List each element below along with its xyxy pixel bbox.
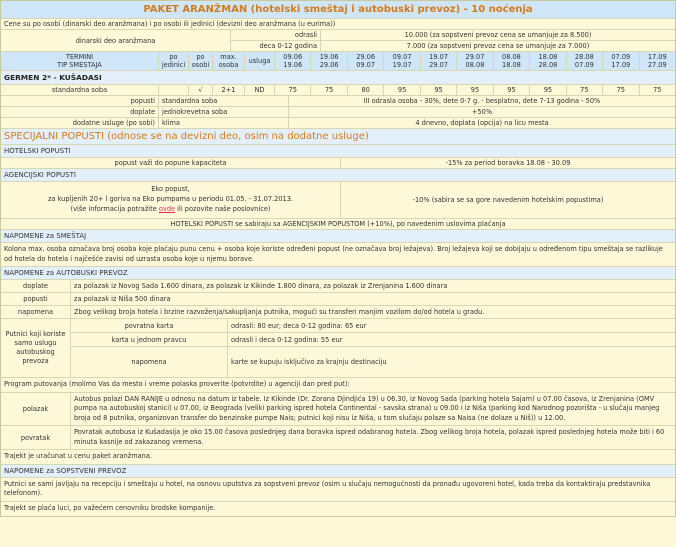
termin-column: [494, 52, 530, 70]
price-cell: 75: [653, 86, 662, 94]
max-osoba-label2: osoba: [218, 61, 239, 69]
dinarski-who: odrasli: [231, 30, 321, 40]
usluga-cell: ND: [245, 85, 275, 95]
termin-end: 07.09: [574, 61, 594, 69]
putnici-key: Putnici koji koriste samo uslugu autobuskog prevoza: [1, 319, 71, 377]
price-cell: 75: [311, 85, 347, 95]
povratak-key: povratak: [1, 426, 71, 449]
eko-popust-line1: Eko popust,: [151, 185, 190, 194]
dinarski-value: 7.000 (za sopstveni prevoz cena se umanjuje za 7.000): [406, 42, 590, 50]
dinarski-value: 10.000 (za sopstveni prevoz cena se umanjuje za 8.500): [404, 31, 592, 39]
intro-text: Cene su po osobi (dinarski deo aranžmana) i po osobi ili jedinici (devizni deo aranžmana (u eurima)): [4, 20, 336, 28]
po-osobi-check: √: [189, 85, 213, 95]
napomena-value: Zbog velikog broja hotela i brzine razvoženja/sakupljanja putnika, mogući su transferi manjim vozilom do/od hotela u gradu.: [74, 308, 485, 317]
termin-end: 29.07: [429, 61, 448, 69]
dinarski-label: dinarski deo aranžmana: [1, 30, 231, 51]
termin-end: 19.07: [392, 61, 412, 69]
termin-start: 07.09: [611, 53, 631, 61]
karta-note: karte se kupuju isključivo za krajnju destinaciju: [231, 358, 387, 367]
date-columns: [275, 52, 675, 70]
price-cell: 95: [530, 85, 566, 95]
eko-info-post: ili pozovite naše poslovnice): [175, 204, 271, 213]
karta-type: povratna karta: [71, 319, 228, 332]
termin-end: 09.07: [356, 61, 376, 69]
smestaj-heading: NAPOMENE za SMEŠTAJ: [4, 232, 87, 240]
eko-popust-text: [1, 182, 341, 218]
page-title: PAKET ARANŽMAN (hotelski smeštaj i autobuski prevoz) - 10 noćenja: [1, 1, 675, 19]
termin-start: 19.06: [319, 53, 339, 61]
termin-start: 09.07: [392, 53, 412, 61]
extras-key: popusti: [1, 96, 159, 106]
karta-price: odrasli i deca 0-12 godina: 55 eur: [231, 335, 343, 344]
po-jedinici-label: po: [169, 53, 178, 61]
hotel-price-row: [1, 85, 675, 96]
termin-column: [348, 52, 384, 70]
extras-value: +50%: [471, 108, 493, 116]
termin-column: [567, 52, 603, 70]
po-jedinici-cell: [159, 85, 189, 95]
termin-end: 29.06: [319, 61, 339, 69]
sopstveni-trajekt: Trajekt se plaća luci, po važećem cenovniku brodske kompanije.: [4, 504, 216, 513]
termin-end: 18.08: [502, 61, 521, 69]
smestaj-text: Kolona max. osoba označava broj osoba koje plaćaju punu cenu + osoba koje koriste određeni popust (ne označava broj ležajeva). Broj ležajeva koji se dobijaju u određenom tipu smeštaja se razlikuje od hotela do hotela i najčešće zavisi od uzrasta osoba koje u njemu borave.: [4, 245, 663, 263]
termin-column: [603, 52, 639, 70]
polazak-text: Autobus polazi DAN RANIJE u odnosu na datum iz tabele. Iz Kikinde (Dr. Zorana Djindjića 19) u 06.30, iz Novog Sada (parking hotela Sajam) u 07.00 časova, iz Zrenjanina (OMV pumpa na autobuskoj stanici) u 07.00, iz Beograda (veliki parking ispred hotela Continental - savska strana) u 09.00 i iz Niša (parking kod Narodnog pozorišta - u slučaju manjeg broja od 8 putnika, organizovan transfer do benzinske pumpe Nais; putnici koji nisu iz Niša, u tom slučaju polaze sa Naisa (ne dolaze u Niš)) u 12.00.: [74, 394, 660, 422]
termin-column: [421, 52, 457, 70]
putnici-block: [1, 319, 675, 378]
price-cell: 75: [603, 85, 639, 95]
usluga-label: usluga: [245, 52, 275, 70]
room-type: standardna soba: [1, 85, 159, 95]
tip-smestaja-label: TIP SMESTAJA: [57, 61, 102, 69]
agencijski-popust-value: -10% (sabira se sa gore navedenim hotelskim popustima): [412, 196, 604, 204]
termini-label: TERMINI: [65, 53, 94, 61]
hotel-name: GERMEN 2* - KUŠADASI: [4, 73, 102, 82]
price-cell: 95: [384, 85, 420, 95]
termin-end: 27.09: [647, 61, 667, 69]
price-cell: 75: [275, 85, 311, 95]
popusti-note: HOTELSKI POPUSTI se sabiraju sa AGENCIJSKIM POPUSTOM (+10%), po navedenim uslovima plaćanja: [170, 220, 506, 228]
doplate-key: doplate: [1, 280, 71, 292]
price-cell: 95: [494, 85, 530, 95]
napomena-key: napomena: [1, 306, 71, 318]
karta-type: karta u jednom pravcu: [71, 333, 228, 346]
termin-column: [457, 52, 493, 70]
ovde-link[interactable]: ovde: [158, 204, 176, 213]
polazak-key: polazak: [1, 393, 71, 426]
doplate-value: za polazak iz Novog Sada 1.600 dinara, za polazak iz Kikinde 1.800 dinara, za polazak iz Zrenjanina 1.600 dinara: [74, 282, 448, 291]
termin-start: 19.07: [429, 53, 448, 61]
hotelski-popust-condition: popust važi do popune kapaciteta: [1, 158, 341, 168]
dinarski-block: [1, 30, 675, 52]
termin-start: 17.09: [647, 53, 667, 61]
agencijski-popusti-heading: AGENCIJSKI POPUSTI: [4, 171, 76, 179]
termin-end: 28.08: [538, 61, 558, 69]
price-cell: 75: [567, 85, 603, 95]
termin-column: [530, 52, 566, 70]
po-osobi-label2: osobi: [191, 61, 210, 69]
max-osoba-label: max.: [220, 53, 237, 61]
sopstveni-heading: NAPOMENE za SOPSTVENI PREVOZ: [4, 466, 127, 475]
termin-end: 17.09: [611, 61, 631, 69]
karta-type: napomena: [71, 347, 228, 377]
karta-price: odrasli: 80 eur; deca 0-12 godina: 65 eur: [231, 321, 367, 330]
termin-column: [275, 52, 311, 70]
sopstveni-text: Putnici se sami javljaju na recepciju i smeštaju u hotel, na osnovu uputstva za sopstveni prevoz (osim u slučaju nemogućnosti da pronađu ugovoreni hotel, kada treba da kontaktiraju predstavnika telefonom).: [4, 479, 651, 498]
termin-column: [311, 52, 347, 70]
po-jedinici-label2: jedinici: [161, 61, 186, 69]
extras-item: jednokrevetna soba: [159, 107, 289, 117]
extras-key: doplate: [1, 107, 159, 117]
price-cell: 95: [421, 85, 457, 95]
special-title: SPECIJALNI POPUSTI (odnose se na devizni deo, osim na dodatne usluge): [4, 131, 369, 142]
extras-value: III odrasla osoba - 30%, dete 0-7 g. - besplatno, dete 7-13 godina - 50%: [363, 97, 601, 105]
max-osoba-cell: 2+1: [213, 85, 245, 95]
termin-start: 29.06: [356, 53, 376, 61]
extras-value: 4 dnevno, doplata (opcija) na licu mesta: [415, 119, 549, 127]
price-columns: [275, 85, 675, 95]
popusti-key: popusti: [1, 293, 71, 305]
eko-popust-line3: [71, 205, 271, 215]
price-cell: 80: [348, 85, 384, 95]
hotelski-popust-value: -15% za period boravka 18.08 - 30.09: [445, 159, 571, 167]
trajekt-text: Trajekt je uračunat u cenu paket aranžmana.: [4, 452, 152, 461]
extras-item: klima: [159, 118, 289, 128]
termin-end: 19.06: [283, 61, 303, 69]
termini-header: [1, 52, 675, 71]
termin-start: 29.07: [465, 53, 485, 61]
eko-popust-line2: za kupljenih 20+ l goriva na Eko pumpama u periodu 01.05. - 31.07.2013.: [47, 195, 294, 204]
po-osobi-label: po: [196, 53, 205, 61]
eko-info-pre: (više informacija potražite: [70, 204, 159, 213]
hotelski-popusti-heading: HOTELSKI POPUSTI: [4, 147, 71, 155]
extras-item: standardna soba: [159, 96, 289, 106]
program-intro: Program putovanja (molimo Vas da mesto i vreme polaska proverite (potvrdite) u agenciji dan pred put):: [4, 380, 350, 389]
termin-column: [384, 52, 420, 70]
termin-start: 08.08: [502, 53, 521, 61]
popusti-value: za polazak iz Niša 500 dinara: [74, 295, 171, 304]
termin-start: 18.08: [538, 53, 558, 61]
termin-end: 08.08: [465, 61, 485, 69]
termin-start: 28.08: [574, 53, 594, 61]
dinarski-who: deca 0-12 godina: [231, 41, 321, 51]
povratak-text: Povratak autobusa iz Kušadasija je oko 15.00 časova poslednjeg dana boravka ispred odabranog hotela. Zbog velikog broja hotela, polazak ispred poslednjeg hotela može biti i 60 minuta kasnije od zakazanog vremena.: [74, 428, 665, 446]
termin-column: [640, 52, 675, 70]
termin-start: 09.06: [283, 53, 303, 61]
extras-key: dodatne usluge (po sobi): [1, 118, 159, 128]
prevoz-heading: NAPOMENE za AUTOBUSKI PREVOZ: [4, 269, 128, 278]
price-cell: 95: [457, 85, 493, 95]
